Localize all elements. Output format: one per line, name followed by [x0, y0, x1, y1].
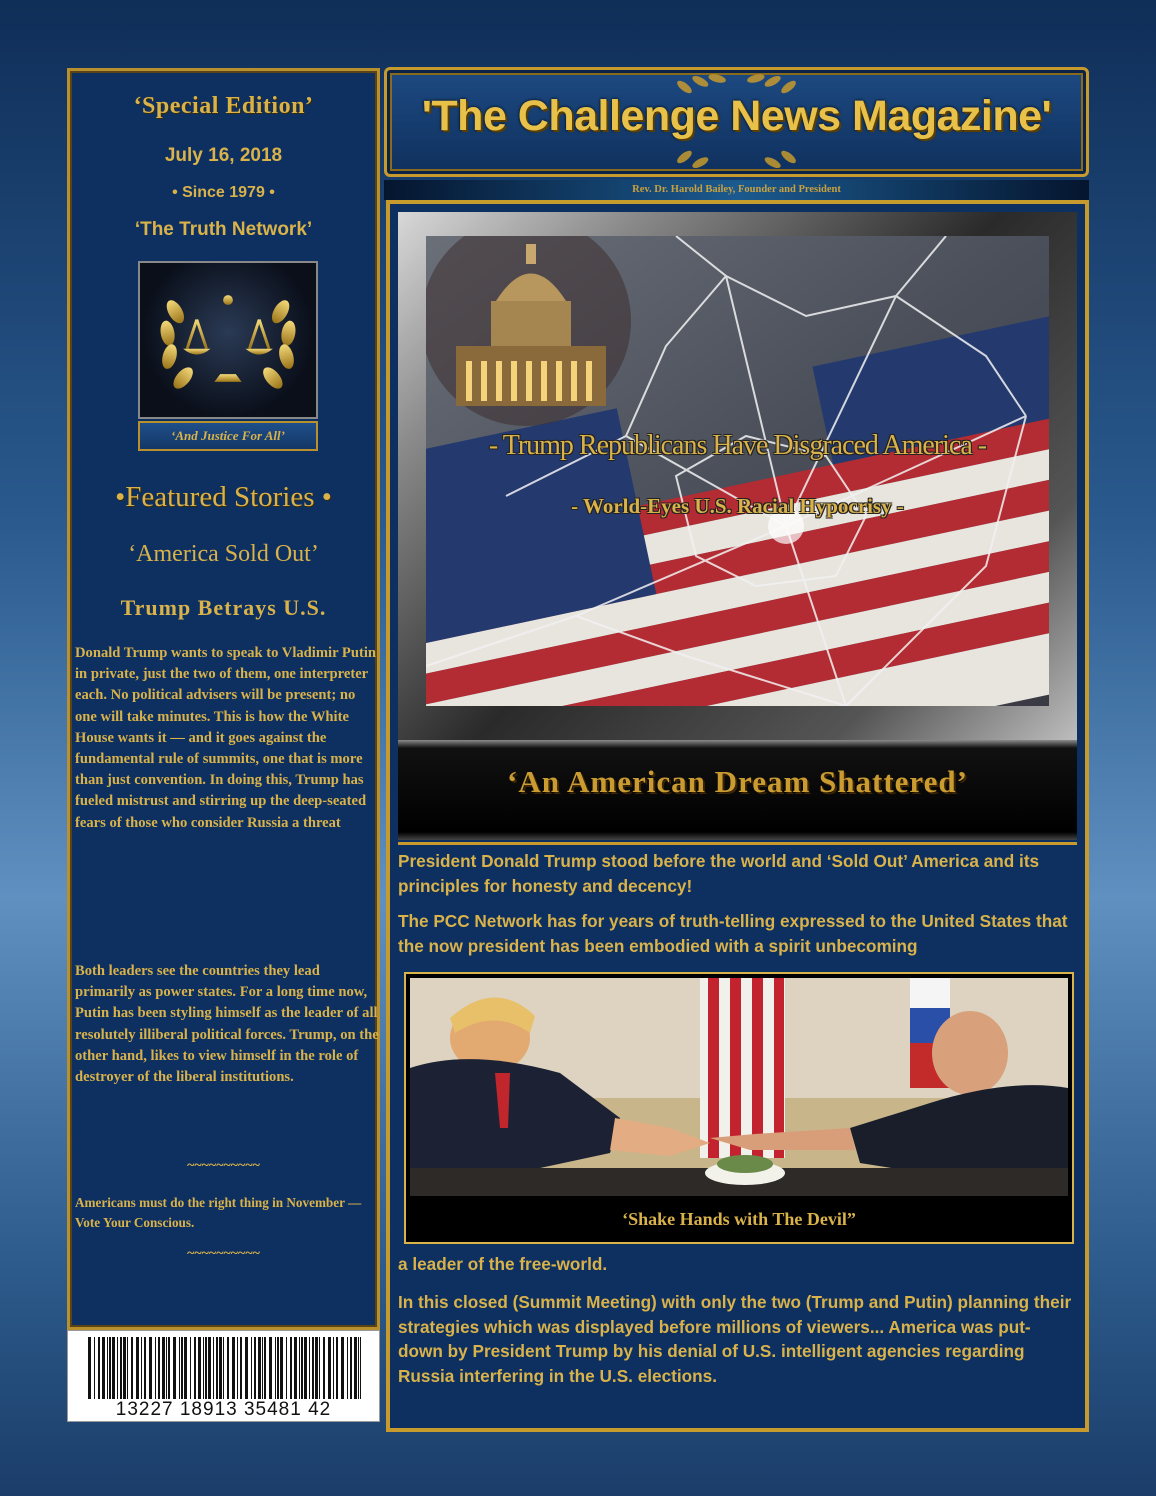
handshake-image: [410, 978, 1068, 1196]
scales-of-justice-emblem: [138, 261, 318, 419]
sidebar: [67, 68, 380, 1330]
article-paragraph-1: President Donald Trump stood before the world and ‘Sold Out’ America and its principles for honesty and decency!: [398, 851, 1040, 896]
masthead: [384, 67, 1089, 177]
scales-icon: [140, 263, 316, 417]
story-title-america-sold-out[interactable]: ‘America Sold Out’: [128, 541, 319, 567]
issue-date: July 16, 2018: [164, 145, 283, 166]
divider: ~~~~~~~~~~: [187, 1158, 260, 1173]
barcode: [67, 1330, 380, 1422]
featured-stories-heading: •Featured Stories •: [115, 481, 332, 513]
hero-image: [426, 236, 1049, 706]
headline-bar: [398, 740, 1077, 840]
network-label: ‘The Truth Network’: [134, 219, 313, 240]
hero-frame: [398, 212, 1077, 740]
founder-credit: Rev. Dr. Harold Bailey, Founder and President: [384, 180, 1089, 200]
article-paragraph-2: The PCC Network has for years of truth-telling expressed to the United States that the now president has been embodied with a spirit unbecoming: [398, 911, 1068, 956]
handshake-photo: [410, 978, 1068, 1196]
hero-headline: - Trump Republicans Have Disgraced America -: [488, 430, 987, 461]
handshake-photo-frame: [404, 972, 1074, 1202]
divider: ~~~~~~~~~~: [187, 1246, 260, 1261]
main-content: [386, 200, 1089, 1432]
article-paragraph-4: In this closed (Summit Meeting) with only the two (Trump and Putin) planning their strategies which was displayed before millions of viewers... America was put-down by President Trump by his denial of U.S. intelligent agencies regarding Russia interfering in the U.S. elections.: [398, 1292, 1072, 1386]
barcode-number: 13227 18913 35481 42: [115, 1399, 332, 1420]
shattered-flag-image: [426, 236, 1049, 706]
article-paragraph-3: a leader of the free-world.: [398, 1254, 608, 1274]
since-label: • Since 1979 •: [172, 184, 275, 201]
justice-banner: ‘And Justice For All’: [138, 421, 318, 451]
story-title-trump-betrays[interactable]: Trump Betrays U.S.: [120, 595, 327, 620]
edition-label: ‘Special Edition’: [133, 93, 314, 119]
main-headline: ‘An American Dream Shattered’: [507, 764, 968, 799]
story-paragraph-1: Donald Trump wants to speak to Vladimir Putin in private, just the two of them, one interpreter each. No political advisers will be present; no one will take minutes. This is how the White House wants it — and it goes against the fundamental rule of summits, one that is more than just convention. In doing this, Trump has fueled mistrust and stirring up the deep-seated fears of those who consider Russia a threat: [75, 645, 376, 831]
story-paragraph-2: Both leaders see the countries they lead primarily as power states. For a long time now, Putin has been styling himself as the leader of all resolutely illiberal political forces. Trump, on the other hand, likes to view himself in the role of destroyer of the liberal institutions.: [75, 963, 379, 1086]
divider: [398, 842, 1077, 845]
hero-subheadline: - World-Eyes U.S. Racial Hypocrisy -: [571, 494, 904, 518]
closing-note: Americans must do the right thing in November — Vote Your Conscious.: [75, 1195, 362, 1230]
barcode-bars: [88, 1337, 361, 1399]
magazine-title: 'The Challenge News Magazine': [421, 92, 1052, 140]
photo-caption: ‘Shake Hands with The Devil”: [404, 1198, 1074, 1244]
